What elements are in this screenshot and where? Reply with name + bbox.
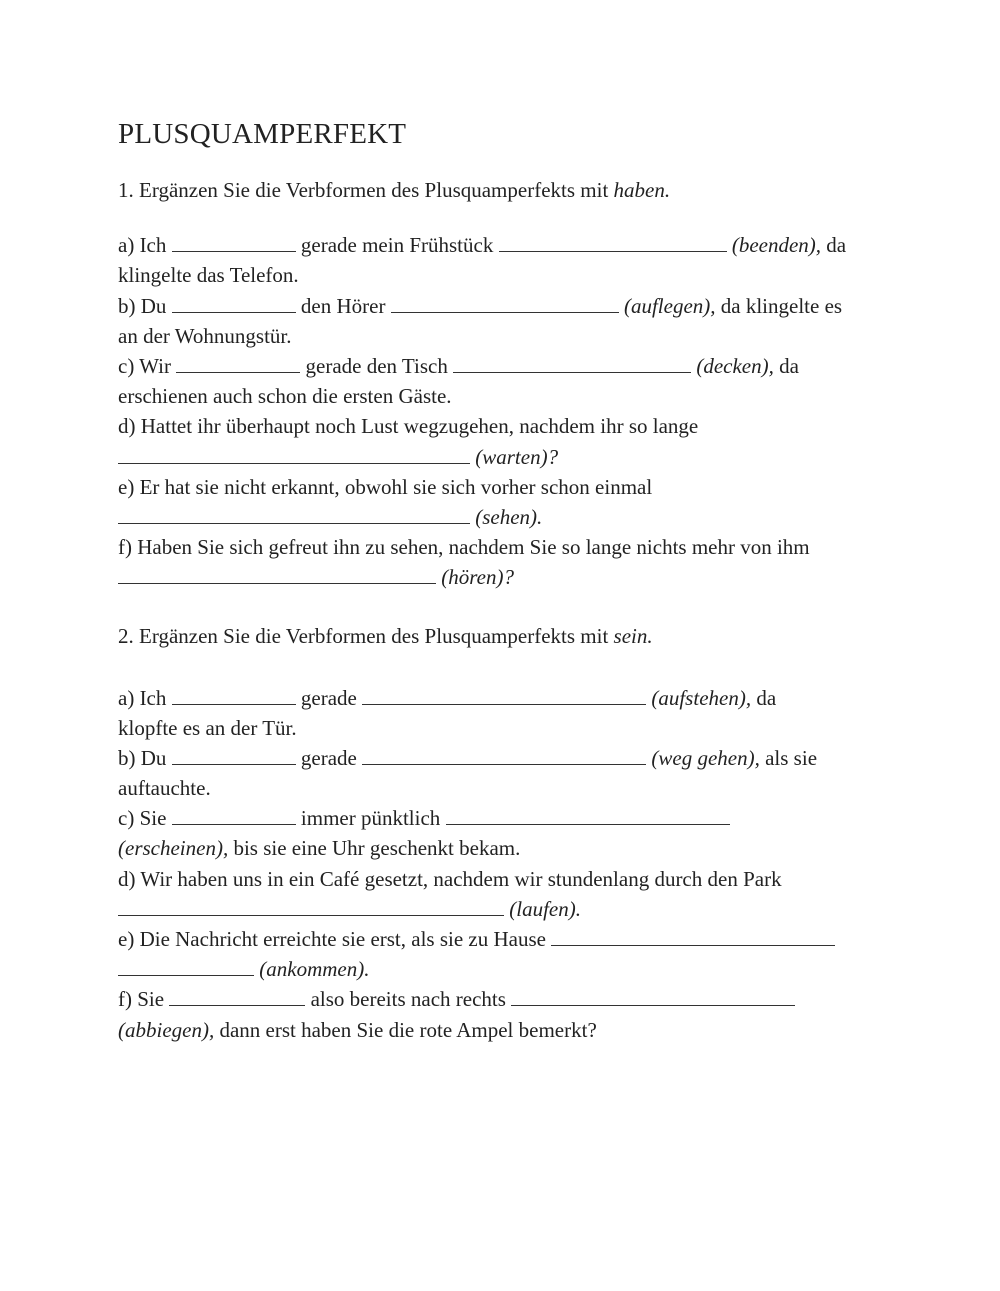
exercise-2c-line1: c) Sie immer pünktlich [118, 803, 730, 833]
exercise-2e-line2: (ankommen). [118, 954, 369, 984]
exercise-2d-line2: (laufen). [118, 894, 581, 924]
exercise-2a-line2: klopfte es an der Tür. [118, 716, 297, 740]
exercise-1c-line1: c) Wir gerade den Tisch (decken), da [118, 354, 799, 378]
exercise-2a-line1: a) Ich gerade (aufstehen), da [118, 686, 777, 710]
exercise-1b-line2: an der Wohnungstür. [118, 324, 292, 348]
answer-blank-2e-aux[interactable] [551, 925, 835, 946]
answer-blank-2b-participle[interactable] [362, 744, 646, 765]
answer-blank-1f[interactable] [118, 563, 436, 584]
answer-blank-1c-participle[interactable] [453, 352, 691, 373]
exercise-2c-line2: (erscheinen), bis sie eine Uhr geschenkt bekam. [118, 836, 521, 860]
answer-blank-1e[interactable] [118, 503, 470, 524]
answer-blank-2e-participle[interactable] [118, 955, 254, 976]
answer-blank-1d[interactable] [118, 443, 470, 464]
section2-instruction: 2. Ergänzen Sie die Verbformen des Plusquamperfekts mit sein. [118, 624, 653, 648]
exercise-2f-line2: (abbiegen), dann erst haben Sie die rote Ampel bemerkt? [118, 1018, 597, 1042]
answer-blank-2f-aux[interactable] [169, 985, 305, 1006]
exercise-1e-line1: e) Er hat sie nicht erkannt, obwohl sie sich vorher schon einmal [118, 475, 653, 499]
answer-blank-2c-aux[interactable] [172, 804, 296, 825]
exercise-2d-line1: d) Wir haben uns in ein Café gesetzt, nachdem wir stundenlang durch den Park [118, 867, 782, 891]
exercise-1a-line2: klingelte das Telefon. [118, 263, 299, 287]
exercise-1a-line1: a) Ich gerade mein Frühstück (beenden), da [118, 233, 847, 257]
answer-blank-1a-participle[interactable] [499, 231, 727, 252]
answer-blank-2d[interactable] [118, 895, 504, 916]
section1-instruction: 1. Ergänzen Sie die Verbformen des Plusquamperfekts mit haben. [118, 178, 671, 202]
exercise-1d-line2: (warten)? [118, 442, 558, 472]
exercise-2f-line1: f) Sie also bereits nach rechts [118, 984, 795, 1014]
exercise-1e-line2: (sehen). [118, 502, 542, 532]
page-title: PLUSQUAMPERFEKT [118, 118, 407, 150]
exercise-1d-line1: d) Hattet ihr überhaupt noch Lust wegzugehen, nachdem ihr so lange [118, 414, 699, 438]
answer-blank-1b-aux[interactable] [172, 292, 296, 313]
exercise-1f-line1: f) Haben Sie sich gefreut ihn zu sehen, nachdem Sie so lange nichts mehr von ihm [118, 535, 810, 559]
answer-blank-2f-participle[interactable] [511, 985, 795, 1006]
answer-blank-2c-participle[interactable] [446, 804, 730, 825]
answer-blank-1b-participle[interactable] [391, 292, 619, 313]
answer-blank-2a-participle[interactable] [362, 684, 646, 705]
exercise-2b-line2: auftauchte. [118, 776, 211, 800]
answer-blank-1a-aux[interactable] [172, 231, 296, 252]
answer-blank-2b-aux[interactable] [172, 744, 296, 765]
exercise-1b-line1: b) Du den Hörer (auflegen), da klingelte es [118, 294, 843, 318]
exercise-2e-line1: e) Die Nachricht erreichte sie erst, als sie zu Hause [118, 924, 835, 954]
answer-blank-1c-aux[interactable] [176, 352, 300, 373]
answer-blank-2a-aux[interactable] [172, 684, 296, 705]
exercise-1f-line2: (hören)? [118, 562, 514, 592]
exercise-2b-line1: b) Du gerade (weg gehen), als sie [118, 746, 818, 770]
exercise-1c-line2: erschienen auch schon die ersten Gäste. [118, 384, 452, 408]
